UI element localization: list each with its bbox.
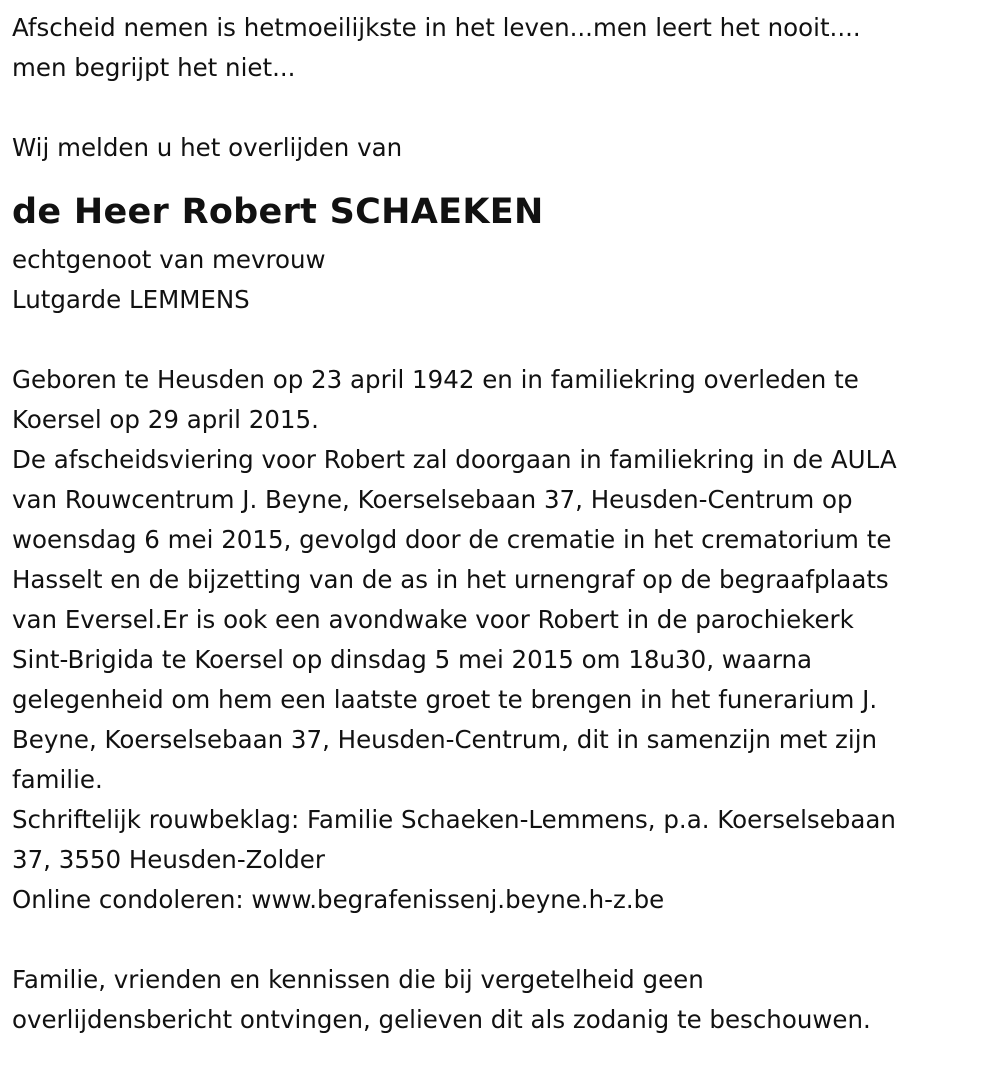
body-line: Geboren te Heusden op 23 april 1942 en in familiekring overleden te bbox=[12, 365, 859, 394]
body-line: Hasselt en de bijzetting van de as in het urnengraf op de begraafplaats bbox=[12, 565, 889, 594]
body-paragraph bbox=[12, 360, 988, 920]
body-line: van Eversel.Er is ook een avondwake voor Robert in de parochiekerk bbox=[12, 605, 854, 634]
body-line: van Rouwcentrum J. Beyne, Koerselsebaan 37, Heusden-Centrum op bbox=[12, 485, 853, 514]
body-line: gelegenheid om hem een laatste groet te brengen in het funerarium J. bbox=[12, 685, 878, 714]
body-line: Sint-Brigida te Koersel op dinsdag 5 mei 2015 om 18u30, waarna bbox=[12, 645, 813, 674]
body-line: De afscheidsviering voor Robert zal doorgaan in familiekring in de AULA bbox=[12, 445, 897, 474]
body-line: familie. bbox=[12, 765, 103, 794]
intro-line-1: Afscheid nemen is hetmoeilijkste in het leven...men leert het nooit.... bbox=[12, 13, 861, 42]
body-line: woensdag 6 mei 2015, gevolgd door de crematie in het crematorium te bbox=[12, 525, 892, 554]
body-line: Koersel op 29 april 2015. bbox=[12, 405, 319, 434]
spacer bbox=[12, 320, 988, 360]
closing-line-1: Familie, vrienden en kennissen die bij vergetelheid geen bbox=[12, 965, 704, 994]
body-line: 37, 3550 Heusden-Zolder bbox=[12, 845, 325, 874]
online-condolence-line: Online condoleren: www.begrafenissenj.beyne.h-z.be bbox=[12, 885, 665, 914]
body-line: Beyne, Koerselsebaan 37, Heusden-Centrum, dit in samenzijn met zijn bbox=[12, 725, 878, 754]
closing-line-2: overlijdensbericht ontvingen, gelieven dit als zodanig te beschouwen. bbox=[12, 1005, 871, 1034]
obituary-notice bbox=[12, 8, 988, 1040]
spouse-line-1: echtgenoot van mevrouw bbox=[12, 245, 326, 274]
spacer bbox=[12, 88, 988, 128]
spacer bbox=[12, 920, 988, 960]
body-line: Schriftelijk rouwbeklag: Familie Schaeken-Lemmens, p.a. Koerselsebaan bbox=[12, 805, 896, 834]
spouse-line-2: Lutgarde LEMMENS bbox=[12, 285, 250, 314]
announcement-text: Wij melden u het overlijden van bbox=[12, 133, 403, 162]
spacer bbox=[12, 168, 988, 190]
deceased-name: de Heer Robert SCHAEKEN bbox=[12, 192, 544, 232]
intro-line-2: men begrijpt het niet... bbox=[12, 53, 296, 82]
